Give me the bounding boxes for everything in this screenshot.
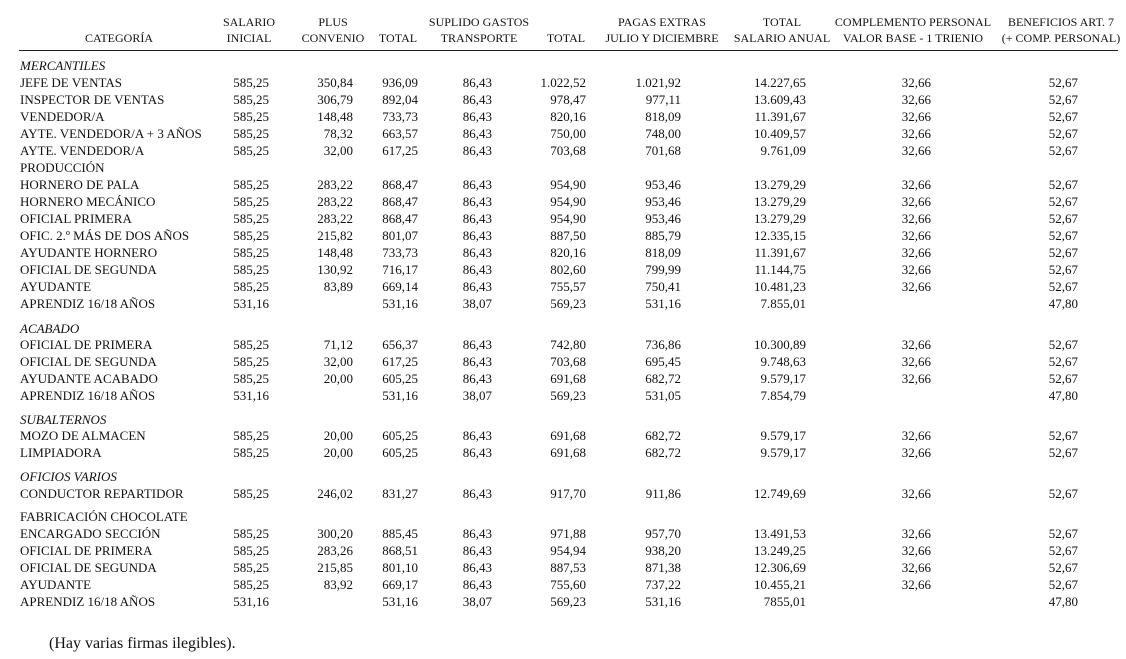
cell-plus: 246,02 <box>317 486 353 501</box>
cell-total-1: 617,25 <box>382 354 418 369</box>
cell-pagas: 957,70 <box>645 526 681 541</box>
cell-total-anual: 10.481,23 <box>754 279 806 294</box>
cell-salario: 585,25 <box>233 354 269 369</box>
cell-salario: 531,16 <box>233 296 269 311</box>
section-heading: FABRICACIÓN CHOCOLATE <box>20 509 188 524</box>
cell-pagas: 531,16 <box>645 296 681 311</box>
cell-pagas: 701,68 <box>645 143 681 158</box>
cell-salario: 531,16 <box>233 388 269 403</box>
cell-total-anual: 13.279,29 <box>754 194 806 209</box>
cell-plus: 32,00 <box>323 354 353 369</box>
cell-complemento: 32,66 <box>901 354 931 369</box>
cell-suplido: 86,43 <box>462 486 492 501</box>
cell-beneficios: 52,67 <box>1048 354 1078 369</box>
cell-total-1: 801,07 <box>382 228 418 243</box>
cell-complemento: 32,66 <box>901 526 931 541</box>
header-line: PLUS <box>318 15 348 29</box>
cell-plus: 148,48 <box>317 109 353 124</box>
cell-suplido: 38,07 <box>462 594 492 609</box>
section-heading: ACABADO <box>20 321 80 336</box>
cell-plus: 130,92 <box>317 262 353 277</box>
cell-categoria: INSPECTOR DE VENTAS <box>20 92 165 107</box>
header-line: SUPLIDO GASTOS <box>428 15 530 29</box>
cell-beneficios: 52,67 <box>1048 92 1078 107</box>
cell-categoria: APRENDIZ 16/18 AÑOS <box>20 388 156 403</box>
cell-plus: 306,79 <box>317 92 353 107</box>
cell-total-anual: 11.391,67 <box>754 109 806 124</box>
cell-categoria: OFICIAL DE PRIMERA <box>20 337 153 352</box>
cell-salario: 585,25 <box>233 337 269 352</box>
cell-plus: 215,85 <box>317 560 353 575</box>
cell-suplido: 86,43 <box>462 577 492 592</box>
cell-total-1: 831,27 <box>382 486 418 501</box>
cell-total-anual: 13.279,29 <box>754 211 806 226</box>
cell-complemento: 32,66 <box>901 75 931 90</box>
cell-categoria: VENDEDOR/A <box>20 109 105 124</box>
cell-categoria: LIMPIADORA <box>20 445 102 460</box>
cell-salario: 585,25 <box>233 279 269 294</box>
cell-salario: 585,25 <box>233 245 269 260</box>
cell-categoria: AYUDANTE <box>20 577 92 592</box>
section-heading: OFICIOS VARIOS <box>20 469 117 484</box>
cell-pagas: 682,72 <box>645 445 681 460</box>
cell-salario: 585,25 <box>233 92 269 107</box>
cell-total-2: 954,90 <box>550 177 586 192</box>
cell-beneficios: 52,67 <box>1048 577 1078 592</box>
cell-beneficios: 52,67 <box>1048 211 1078 226</box>
cell-total-2: 887,53 <box>550 560 586 575</box>
cell-categoria: AYUDANTE HORNERO <box>20 245 158 260</box>
header-line: COMPLEMENTO PERSONAL <box>834 15 992 29</box>
cell-total-anual: 11.391,67 <box>754 245 806 260</box>
cell-beneficios: 52,67 <box>1048 228 1078 243</box>
cell-suplido: 86,43 <box>462 279 492 294</box>
cell-total-1: 868,47 <box>382 211 418 226</box>
cell-total-anual: 7855,01 <box>763 594 806 609</box>
cell-total-2: 703,68 <box>550 143 586 158</box>
cell-categoria: OFICIAL DE SEGUNDA <box>20 560 157 575</box>
cell-total-2: 820,16 <box>550 245 586 260</box>
cell-categoria: OFICIAL PRIMERA <box>20 211 132 226</box>
cell-pagas: 531,05 <box>645 388 681 403</box>
header-line: (+ COMP. PERSONAL) <box>1001 31 1121 45</box>
cell-plus: 148,48 <box>317 245 353 260</box>
section-heading: SUBALTERNOS <box>20 412 107 427</box>
cell-total-anual: 12.749,69 <box>754 486 806 501</box>
cell-total-anual: 7.855,01 <box>760 296 806 311</box>
cell-salario: 585,25 <box>233 228 269 243</box>
cell-pagas: 695,45 <box>645 354 681 369</box>
cell-salario: 585,25 <box>233 177 269 192</box>
cell-complemento: 32,66 <box>901 428 931 443</box>
cell-total-1: 531,16 <box>382 388 418 403</box>
cell-salario: 585,25 <box>233 194 269 209</box>
cell-categoria: CONDUCTOR REPARTIDOR <box>20 486 184 501</box>
cell-total-1: 733,73 <box>382 245 418 260</box>
cell-complemento: 32,66 <box>901 228 931 243</box>
cell-beneficios: 52,67 <box>1048 560 1078 575</box>
cell-complemento: 32,66 <box>901 194 931 209</box>
cell-complemento: 32,66 <box>901 577 931 592</box>
cell-complemento: 32,66 <box>901 126 931 141</box>
header-line: TRANSPORTE <box>440 31 518 45</box>
cell-pagas: 737,22 <box>645 577 681 592</box>
cell-total-1: 892,04 <box>382 92 418 107</box>
cell-total-2: 954,90 <box>550 194 586 209</box>
header-line: CATEGORÍA <box>85 31 153 45</box>
cell-suplido: 86,43 <box>462 543 492 558</box>
cell-total-2: 569,23 <box>550 388 586 403</box>
cell-suplido: 86,43 <box>462 194 492 209</box>
header-line: CONVENIO <box>301 31 365 45</box>
cell-salario: 585,25 <box>233 486 269 501</box>
cell-total-2: 691,68 <box>550 371 586 386</box>
cell-total-2: 820,16 <box>550 109 586 124</box>
cell-total-1: 936,09 <box>382 75 418 90</box>
cell-salario: 531,16 <box>233 594 269 609</box>
cell-salario: 585,25 <box>233 560 269 575</box>
cell-total-anual: 13.279,29 <box>754 177 806 192</box>
header-line: SALARIO <box>222 15 275 29</box>
cell-total-1: 868,47 <box>382 177 418 192</box>
cell-complemento: 32,66 <box>901 279 931 294</box>
cell-total-anual: 7.854,79 <box>760 388 806 403</box>
cell-categoria: OFICIAL DE SEGUNDA <box>20 262 157 277</box>
cell-pagas: 531,16 <box>645 594 681 609</box>
cell-beneficios: 52,67 <box>1048 143 1078 158</box>
cell-complemento: 32,66 <box>901 486 931 501</box>
cell-plus: 215,82 <box>317 228 353 243</box>
cell-complemento: 32,66 <box>901 560 931 575</box>
header-line: INICIAL <box>226 31 272 45</box>
cell-pagas: 953,46 <box>645 211 681 226</box>
cell-total-2: 887,50 <box>550 228 586 243</box>
cell-total-1: 716,17 <box>382 262 418 277</box>
cell-salario: 585,25 <box>233 211 269 226</box>
cell-complemento: 32,66 <box>901 262 931 277</box>
cell-total-anual: 14.227,65 <box>754 75 806 90</box>
cell-beneficios: 52,67 <box>1048 262 1078 277</box>
cell-complemento: 32,66 <box>901 109 931 124</box>
cell-beneficios: 52,67 <box>1048 445 1078 460</box>
cell-categoria: AYTE. VENDEDOR/A <box>20 143 145 158</box>
cell-beneficios: 52,67 <box>1048 526 1078 541</box>
header-rule <box>19 50 1118 51</box>
cell-salario: 585,25 <box>233 371 269 386</box>
header-line: VALOR BASE - 1 TRIENIO <box>842 31 984 45</box>
cell-total-1: 868,51 <box>382 543 418 558</box>
cell-total-anual: 12.306,69 <box>754 560 806 575</box>
cell-complemento: 32,66 <box>901 245 931 260</box>
cell-suplido: 86,43 <box>462 262 492 277</box>
cell-suplido: 38,07 <box>462 296 492 311</box>
cell-total-1: 531,16 <box>382 296 418 311</box>
cell-beneficios: 52,67 <box>1048 371 1078 386</box>
cell-total-2: 978,47 <box>550 92 586 107</box>
cell-suplido: 86,43 <box>462 211 492 226</box>
cell-pagas: 1.021,92 <box>635 75 681 90</box>
cell-plus: 83,92 <box>323 577 353 592</box>
cell-suplido: 86,43 <box>462 371 492 386</box>
cell-total-anual: 10.455,21 <box>754 577 806 592</box>
cell-suplido: 86,43 <box>462 109 492 124</box>
cell-salario: 585,25 <box>233 143 269 158</box>
cell-categoria: APRENDIZ 16/18 AÑOS <box>20 594 156 609</box>
cell-suplido: 86,43 <box>462 445 492 460</box>
cell-pagas: 911,86 <box>645 486 681 501</box>
cell-pagas: 938,20 <box>645 543 681 558</box>
cell-salario: 585,25 <box>233 109 269 124</box>
cell-salario: 585,25 <box>233 445 269 460</box>
cell-total-anual: 9.579,17 <box>760 371 806 386</box>
header-line: JULIO Y DICIEMBRE <box>605 31 719 45</box>
cell-plus: 283,22 <box>317 194 353 209</box>
cell-total-anual: 9.579,17 <box>760 445 806 460</box>
cell-suplido: 86,43 <box>462 75 492 90</box>
cell-categoria: HORNERO DE PALA <box>20 177 140 192</box>
cell-total-anual: 9.579,17 <box>760 428 806 443</box>
cell-total-2: 971,88 <box>550 526 586 541</box>
cell-suplido: 86,43 <box>462 228 492 243</box>
cell-pagas: 799,99 <box>645 262 681 277</box>
cell-total-1: 733,73 <box>382 109 418 124</box>
cell-suplido: 86,43 <box>462 177 492 192</box>
cell-total-2: 755,60 <box>550 577 586 592</box>
cell-beneficios: 47,80 <box>1048 594 1078 609</box>
cell-total-1: 663,57 <box>382 126 418 141</box>
cell-complemento: 32,66 <box>901 445 931 460</box>
cell-pagas: 953,46 <box>645 194 681 209</box>
cell-total-anual: 13.609,43 <box>754 92 806 107</box>
cell-pagas: 977,11 <box>645 92 681 107</box>
cell-plus: 78,32 <box>323 126 353 141</box>
cell-pagas: 748,00 <box>645 126 681 141</box>
cell-beneficios: 52,67 <box>1048 194 1078 209</box>
cell-salario: 585,25 <box>233 428 269 443</box>
cell-total-1: 868,47 <box>382 194 418 209</box>
cell-categoria: AYTE. VENDEDOR/A + 3 AÑOS <box>20 126 202 141</box>
cell-total-2: 569,23 <box>550 296 586 311</box>
cell-beneficios: 47,80 <box>1048 388 1078 403</box>
cell-beneficios: 52,67 <box>1048 126 1078 141</box>
cell-categoria: OFICIAL DE PRIMERA <box>20 543 153 558</box>
cell-plus: 283,22 <box>317 177 353 192</box>
cell-salario: 585,25 <box>233 526 269 541</box>
cell-total-1: 656,37 <box>382 337 418 352</box>
cell-plus: 283,26 <box>317 543 353 558</box>
cell-categoria: JEFE DE VENTAS <box>20 75 123 90</box>
cell-suplido: 38,07 <box>462 388 492 403</box>
cell-total-1: 801,10 <box>382 560 418 575</box>
cell-suplido: 86,43 <box>462 245 492 260</box>
cell-pagas: 682,72 <box>645 371 681 386</box>
cell-total-2: 691,68 <box>550 445 586 460</box>
cell-pagas: 736,86 <box>645 337 681 352</box>
cell-total-2: 703,68 <box>550 354 586 369</box>
cell-salario: 585,25 <box>233 75 269 90</box>
cell-beneficios: 47,80 <box>1048 296 1078 311</box>
cell-suplido: 86,43 <box>462 126 492 141</box>
cell-complemento: 32,66 <box>901 543 931 558</box>
cell-suplido: 86,43 <box>462 526 492 541</box>
cell-total-anual: 11.144,75 <box>754 262 806 277</box>
cell-plus: 20,00 <box>323 371 353 386</box>
cell-pagas: 818,09 <box>645 245 681 260</box>
cell-suplido: 86,43 <box>462 143 492 158</box>
cell-total-2: 917,70 <box>550 486 586 501</box>
cell-total-2: 569,23 <box>550 594 586 609</box>
cell-total-1: 531,16 <box>382 594 418 609</box>
cell-total-2: 802,60 <box>550 262 586 277</box>
cell-total-2: 954,90 <box>550 211 586 226</box>
cell-total-anual: 9.748,63 <box>760 354 806 369</box>
cell-pagas: 818,09 <box>645 109 681 124</box>
cell-pagas: 871,38 <box>645 560 681 575</box>
cell-total-anual: 10.300,89 <box>754 337 806 352</box>
cell-total-1: 885,45 <box>382 526 418 541</box>
cell-pagas: 750,41 <box>645 279 681 294</box>
cell-total-2: 691,68 <box>550 428 586 443</box>
cell-plus: 300,20 <box>317 526 353 541</box>
cell-complemento: 32,66 <box>901 211 931 226</box>
cell-total-anual: 10.409,57 <box>754 126 806 141</box>
cell-beneficios: 52,67 <box>1048 543 1078 558</box>
cell-total-anual: 13.491,53 <box>754 526 806 541</box>
cell-plus: 83,89 <box>323 279 353 294</box>
cell-plus: 71,12 <box>323 337 353 352</box>
cell-beneficios: 52,67 <box>1048 428 1078 443</box>
cell-total-2: 1.022,52 <box>540 75 586 90</box>
footnote-signatures: (Hay varias firmas ilegibles). <box>49 635 236 652</box>
cell-total-2: 742,80 <box>550 337 586 352</box>
cell-suplido: 86,43 <box>462 354 492 369</box>
cell-categoria: APRENDIZ 16/18 AÑOS <box>20 296 156 311</box>
cell-categoria: AYUDANTE ACABADO <box>20 371 158 386</box>
cell-suplido: 86,43 <box>462 337 492 352</box>
cell-suplido: 86,43 <box>462 92 492 107</box>
cell-beneficios: 52,67 <box>1048 337 1078 352</box>
cell-total-anual: 9.761,09 <box>760 143 806 158</box>
section-heading: MERCANTILES <box>20 58 106 73</box>
cell-total-1: 605,25 <box>382 428 418 443</box>
cell-pagas: 953,46 <box>645 177 681 192</box>
cell-salario: 585,25 <box>233 262 269 277</box>
cell-plus: 350,84 <box>317 75 353 90</box>
cell-pagas: 885,79 <box>645 228 681 243</box>
cell-beneficios: 52,67 <box>1048 75 1078 90</box>
header-line: TOTAL <box>762 15 802 29</box>
cell-salario: 585,25 <box>233 126 269 141</box>
header-line: TOTAL <box>378 31 418 45</box>
cell-plus: 283,22 <box>317 211 353 226</box>
cell-suplido: 86,43 <box>462 428 492 443</box>
cell-beneficios: 52,67 <box>1048 245 1078 260</box>
cell-total-1: 617,25 <box>382 143 418 158</box>
cell-plus: 32,00 <box>323 143 353 158</box>
cell-categoria: AYUDANTE <box>20 279 92 294</box>
cell-complemento: 32,66 <box>901 177 931 192</box>
cell-categoria: MOZO DE ALMACEN <box>20 428 146 443</box>
cell-total-1: 669,17 <box>382 577 418 592</box>
cell-total-1: 605,25 <box>382 371 418 386</box>
cell-beneficios: 52,67 <box>1048 177 1078 192</box>
cell-total-1: 605,25 <box>382 445 418 460</box>
cell-suplido: 86,43 <box>462 560 492 575</box>
cell-pagas: 682,72 <box>645 428 681 443</box>
cell-beneficios: 52,67 <box>1048 109 1078 124</box>
cell-categoria: ENCARGADO SECCIÓN <box>20 526 161 541</box>
header-line: SALARIO ANUAL <box>733 31 831 45</box>
header-line: BENEFICIOS ART. 7 <box>1007 15 1115 29</box>
header-line: PAGAS EXTRAS <box>618 15 706 29</box>
cell-beneficios: 52,67 <box>1048 486 1078 501</box>
cell-plus: 20,00 <box>323 445 353 460</box>
cell-complemento: 32,66 <box>901 143 931 158</box>
cell-categoria: OFIC. 2.º MÁS DE DOS AÑOS <box>20 228 190 243</box>
header-beneficios <box>961 14 1126 46</box>
section-heading: PRODUCCIÓN <box>20 160 105 175</box>
cell-complemento: 32,66 <box>901 337 931 352</box>
cell-total-2: 954,94 <box>550 543 586 558</box>
cell-salario: 585,25 <box>233 577 269 592</box>
cell-categoria: HORNERO MECÁNICO <box>20 194 156 209</box>
cell-total-2: 755,57 <box>550 279 586 294</box>
cell-complemento: 32,66 <box>901 371 931 386</box>
cell-total-anual: 12.335,15 <box>754 228 806 243</box>
cell-total-2: 750,00 <box>550 126 586 141</box>
cell-total-1: 669,14 <box>382 279 418 294</box>
cell-salario: 585,25 <box>233 543 269 558</box>
cell-plus: 20,00 <box>323 428 353 443</box>
cell-total-anual: 13.249,25 <box>754 543 806 558</box>
cell-complemento: 32,66 <box>901 92 931 107</box>
header-line: TOTAL <box>546 31 586 45</box>
cell-beneficios: 52,67 <box>1048 279 1078 294</box>
cell-categoria: OFICIAL DE SEGUNDA <box>20 354 157 369</box>
